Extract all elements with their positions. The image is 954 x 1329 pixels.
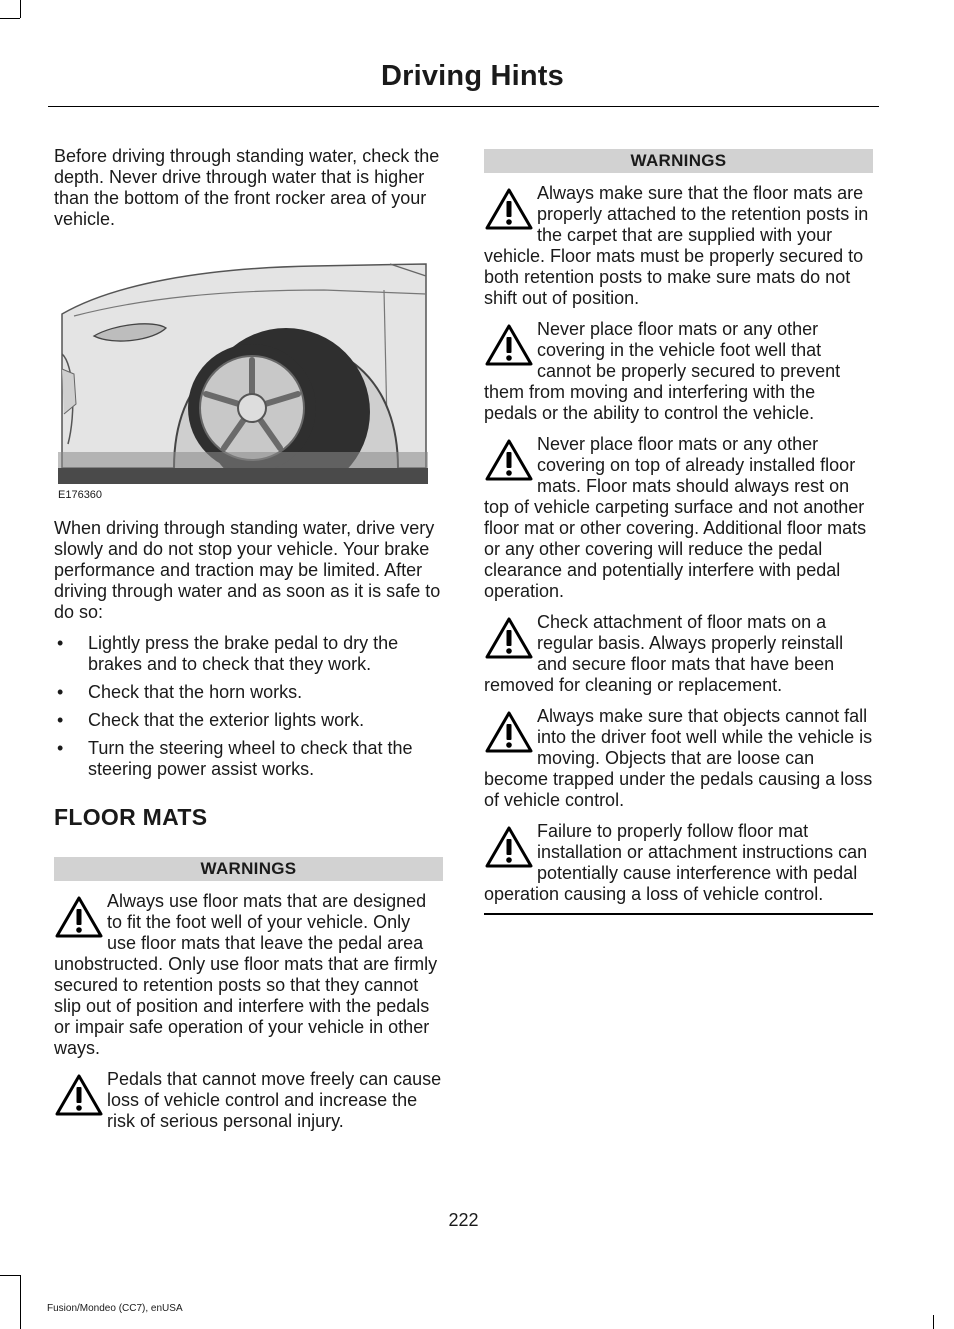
warning-triangle-icon xyxy=(54,1073,104,1117)
section-heading: FLOOR MATS xyxy=(54,804,208,830)
warning-triangle-icon xyxy=(484,323,534,367)
left-column xyxy=(54,146,443,1132)
bullet-icon: • xyxy=(57,682,64,702)
warning-block xyxy=(484,821,873,905)
warning-triangle-icon xyxy=(484,616,534,660)
crop-mark xyxy=(0,18,20,19)
warning-triangle-icon xyxy=(54,895,104,939)
warning-triangle-icon xyxy=(484,438,534,482)
warning-block xyxy=(54,891,443,1059)
warning-text: Always make sure that the floor mats are properly attached to the retention posts in the carpet that are supplied with your vehicle. Floor mats must be properly secured to both retention posts to make sure mats do not shift out of position. xyxy=(484,183,869,308)
header-rule xyxy=(48,106,879,107)
right-column xyxy=(484,149,873,915)
page-title: Driving Hints xyxy=(380,60,564,92)
bullet-icon: • xyxy=(57,710,64,730)
warning-block xyxy=(484,706,873,811)
warning-text: Pedals that cannot move freely can cause loss of vehicle control and increase the risk of serious personal injury. xyxy=(107,1069,442,1131)
warning-triangle-icon xyxy=(484,187,534,231)
car-front-wheel-image xyxy=(54,254,443,484)
list-item: • Turn the steering wheel to check that the steering power assist works. xyxy=(57,738,413,779)
warning-text: Failure to properly follow floor mat installation or attachment instructions can potentially cause interference with pedal operation causing a loss of vehicle control. xyxy=(484,821,868,904)
list-item: • Lightly press the brake pedal to dry the brakes and to check that they work. xyxy=(57,633,399,674)
crop-mark xyxy=(20,1275,21,1315)
warning-triangle-icon xyxy=(484,710,534,754)
crop-mark xyxy=(20,1315,21,1329)
warnings-header: WARNINGS xyxy=(484,149,873,173)
warning-block xyxy=(54,1069,443,1132)
warning-text: Check attachment of floor mats on a regular basis. Always properly reinstall and secure floor mats that have been removed for cleaning or replacement. xyxy=(484,612,844,695)
list-item: • Check that the horn works. xyxy=(57,682,303,702)
warning-text: Never place floor mats or any other covering on top of already installed floor mats. Floor mats should always rest on top of vehicle carpeting surface and not another floor mat or other covering. Additional floor mats or any other covering will reduce the pedal clearance and potentially interfere with pedal operation. xyxy=(484,434,867,601)
water-driving-paragraph: When driving through standing water, drive very slowly and do not stop your vehicle. Your brake performance and traction may be limited. After driving through water and as soon as it is safe to do so: xyxy=(54,518,441,622)
bullet-icon: • xyxy=(57,738,64,758)
warnings-end-rule xyxy=(484,913,873,915)
bullet-icon: • xyxy=(57,633,64,653)
check-list xyxy=(54,633,443,780)
document-id: Fusion/Mondeo (CC7), enUSA xyxy=(47,1303,183,1314)
warning-block xyxy=(484,183,873,309)
page-number: 222 xyxy=(448,1210,479,1230)
warnings-header: WARNINGS xyxy=(54,857,443,881)
car-wheel-illustration xyxy=(54,254,443,502)
crop-mark xyxy=(933,1315,934,1329)
warning-block xyxy=(484,612,873,696)
warning-block xyxy=(484,434,873,602)
warning-text: Always use floor mats that are designed to fit the foot well of your vehicle. Only use floor mats that leave the pedal area unobstructed. Only use floor mats that are firmly secured to retention posts so that they cannot slip out of position and interfere with the pedals or impair safe operation of your vehicle in other ways. xyxy=(54,891,438,1058)
warning-triangle-icon xyxy=(484,825,534,869)
figure-code: E176360 xyxy=(58,489,103,501)
intro-paragraph: Before driving through standing water, check the depth. Never drive through water that is higher than the bottom of the front rocker area of your vehicle. xyxy=(54,146,440,229)
warning-text: Always make sure that objects cannot fall into the driver foot well while the vehicle is moving. Objects that are loose can become trapped under the pedals causing a loss of vehicle control. xyxy=(484,706,873,810)
warning-text: Never place floor mats or any other covering in the vehicle foot well that cannot be properly secured to prevent them from moving and interfering with the pedals or the ability to control the vehicle. xyxy=(484,319,841,423)
crop-mark xyxy=(0,1275,20,1276)
list-item: • Check that the exterior lights work. xyxy=(57,710,365,730)
crop-mark xyxy=(20,0,21,18)
warning-block xyxy=(484,319,873,424)
